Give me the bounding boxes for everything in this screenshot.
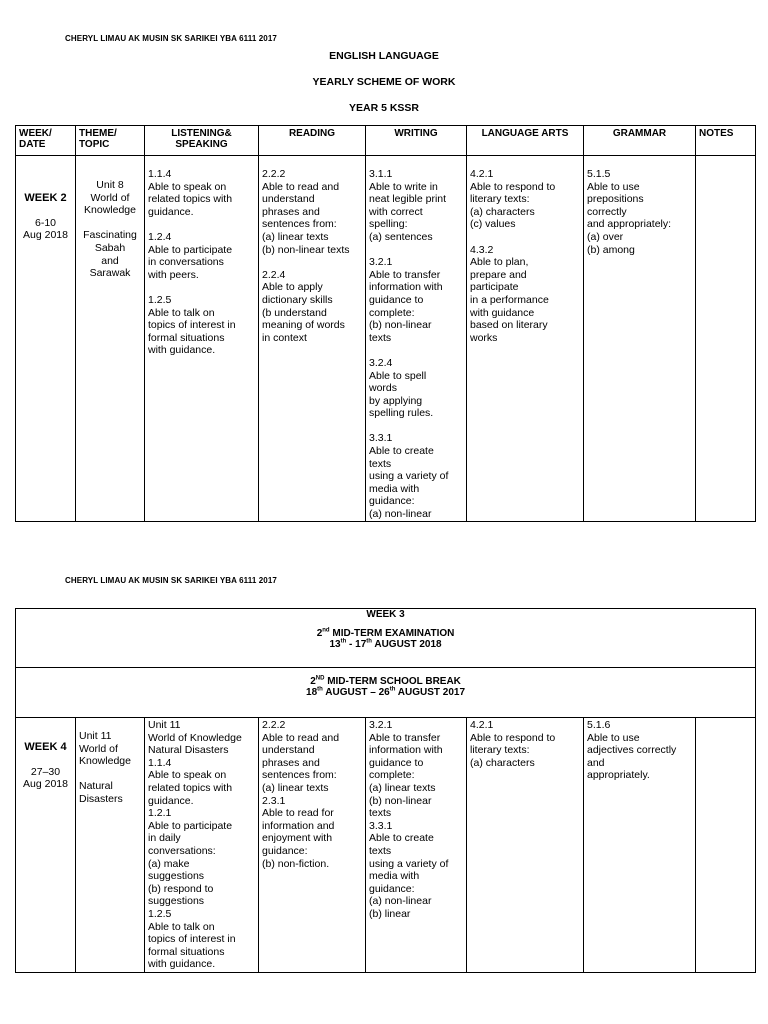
title-year: YEAR 5 KSSR bbox=[348, 102, 420, 114]
cell-reading bbox=[259, 718, 366, 973]
cell-notes bbox=[696, 718, 756, 973]
writing-text: 3.2.1 Able to transfer information with guidance to complete: (a) linear texts (b) non-linear texts 3.3.1 Able to create texts using a variety of media with guidance: (a) non-linear (b) linear bbox=[369, 719, 449, 920]
col-listening-speaking: LISTENING& SPEAKING bbox=[145, 126, 259, 156]
week-date: 27–30 Aug 2018 bbox=[23, 765, 68, 791]
table-row-week2 bbox=[16, 156, 756, 522]
cell-theme bbox=[76, 156, 145, 522]
cell-listening bbox=[145, 156, 259, 522]
exam-title: 2nd MID-TERM EXAMINATION bbox=[316, 627, 455, 639]
cell-week bbox=[16, 718, 76, 973]
week3-label: WEEK 3 bbox=[366, 609, 405, 620]
title-subject: ENGLISH LANGUAGE bbox=[329, 50, 439, 62]
table-row-week3-break bbox=[16, 668, 756, 718]
scheme-table-week3-4 bbox=[15, 608, 756, 973]
week-date: 6-10 Aug 2018 bbox=[23, 216, 68, 242]
table-row-week3-exam bbox=[16, 609, 756, 668]
cell-school-break bbox=[16, 668, 756, 718]
cell-grammar bbox=[584, 718, 696, 973]
col-week-date: WEEK/ DATE bbox=[16, 126, 76, 156]
cell-week bbox=[16, 156, 76, 522]
cell-writing bbox=[366, 718, 467, 973]
week-label: WEEK 2 bbox=[24, 191, 67, 204]
cell-language-arts bbox=[467, 718, 584, 973]
reading-text: 2.2.2 Able to read and understand phrases and sentences from: (a) linear texts 2.3.1 Able to read for information and enjoyment with guidance: (b) non-fiction. bbox=[262, 719, 340, 870]
title-scheme: YEARLY SCHEME OF WORK bbox=[312, 76, 456, 88]
col-theme-topic: THEME/ TOPIC bbox=[76, 126, 145, 156]
col-grammar: GRAMMAR bbox=[584, 126, 696, 156]
cell-notes bbox=[696, 156, 756, 522]
page-header: CHERYL LIMAU AK MUSIN SK SARIKEI YBA 6111 2017 bbox=[65, 34, 277, 43]
language-arts-text: 4.2.1 Able to respond to literary texts: (a) characters (c) values 4.3.2 Able to plan, prepare and participate in a performance with guidance based on literary works bbox=[470, 168, 556, 344]
language-arts-text: 4.2.1 Able to respond to literary texts: (a) characters bbox=[470, 719, 556, 769]
col-notes: NOTES bbox=[696, 126, 756, 156]
listening-text: 1.1.4 Able to speak on related topics with guidance. 1.2.4 Able to participate in conversations with peers. 1.2.5 Able to talk on topics of interest in formal situations with guidance. bbox=[148, 168, 236, 357]
notes-text bbox=[696, 718, 755, 719]
week-label: WEEK 4 bbox=[24, 740, 67, 753]
break-title: 2ND MID-TERM SCHOOL BREAK bbox=[310, 675, 461, 687]
writing-text: 3.1.1 Able to write in neat legible print with correct spelling: (a) sentences 3.2.1 Able to transfer information with guidance to complete: (b) non-linear texts 3.2.4 Able to spell words by applying spelling rules. 3.3.1 Able to create texts using a variety of media with guidance: (a) non-linear bbox=[369, 168, 449, 521]
cell-grammar bbox=[584, 156, 696, 522]
header-row bbox=[16, 126, 756, 156]
theme-text: Unit 8 World of Knowledge Fascinating Sabah and Sarawak bbox=[83, 179, 137, 280]
theme-text: Unit 11 World of Knowledge Natural Disasters bbox=[79, 730, 131, 805]
reading-text: 2.2.2 Able to read and understand phrases and sentences from: (a) linear texts (b) non-linear texts 2.2.4 Able to apply dictionary skills (b understand meaning of words in context bbox=[262, 168, 350, 344]
col-language-arts: LANGUAGE ARTS bbox=[467, 126, 584, 156]
listening-text: Unit 11 World of Knowledge Natural Disasters 1.1.4 Able to speak on related topics with guidance. 1.2.1 Able to participate in daily conversations: (a) make suggestions (b) respond to suggestions 1.2.5 Able to talk on topics of interest in formal situations with guidance. bbox=[148, 719, 242, 971]
grammar-text: 5.1.6 Able to use adjectives correctly and appropriately. bbox=[587, 719, 677, 782]
col-writing: WRITING bbox=[366, 126, 467, 156]
cell-week3-exam bbox=[16, 609, 756, 668]
scheme-table-week2 bbox=[15, 125, 756, 522]
cell-reading bbox=[259, 156, 366, 522]
page-header-2: CHERYL LIMAU AK MUSIN SK SARIKEI YBA 6111 2017 bbox=[65, 576, 277, 585]
grammar-text: 5.1.5 Able to use prepositions correctly and appropriately: (a) over (b) among bbox=[587, 168, 672, 256]
notes-text bbox=[696, 156, 755, 157]
col-reading: READING bbox=[259, 126, 366, 156]
table-row-week4 bbox=[16, 718, 756, 973]
break-dates: 18th AUGUST – 26th AUGUST 2017 bbox=[306, 686, 466, 698]
cell-writing bbox=[366, 156, 467, 522]
cell-language-arts bbox=[467, 156, 584, 522]
exam-dates: 13th - 17th AUGUST 2018 bbox=[329, 638, 442, 650]
cell-theme bbox=[76, 718, 145, 973]
cell-listening bbox=[145, 718, 259, 973]
